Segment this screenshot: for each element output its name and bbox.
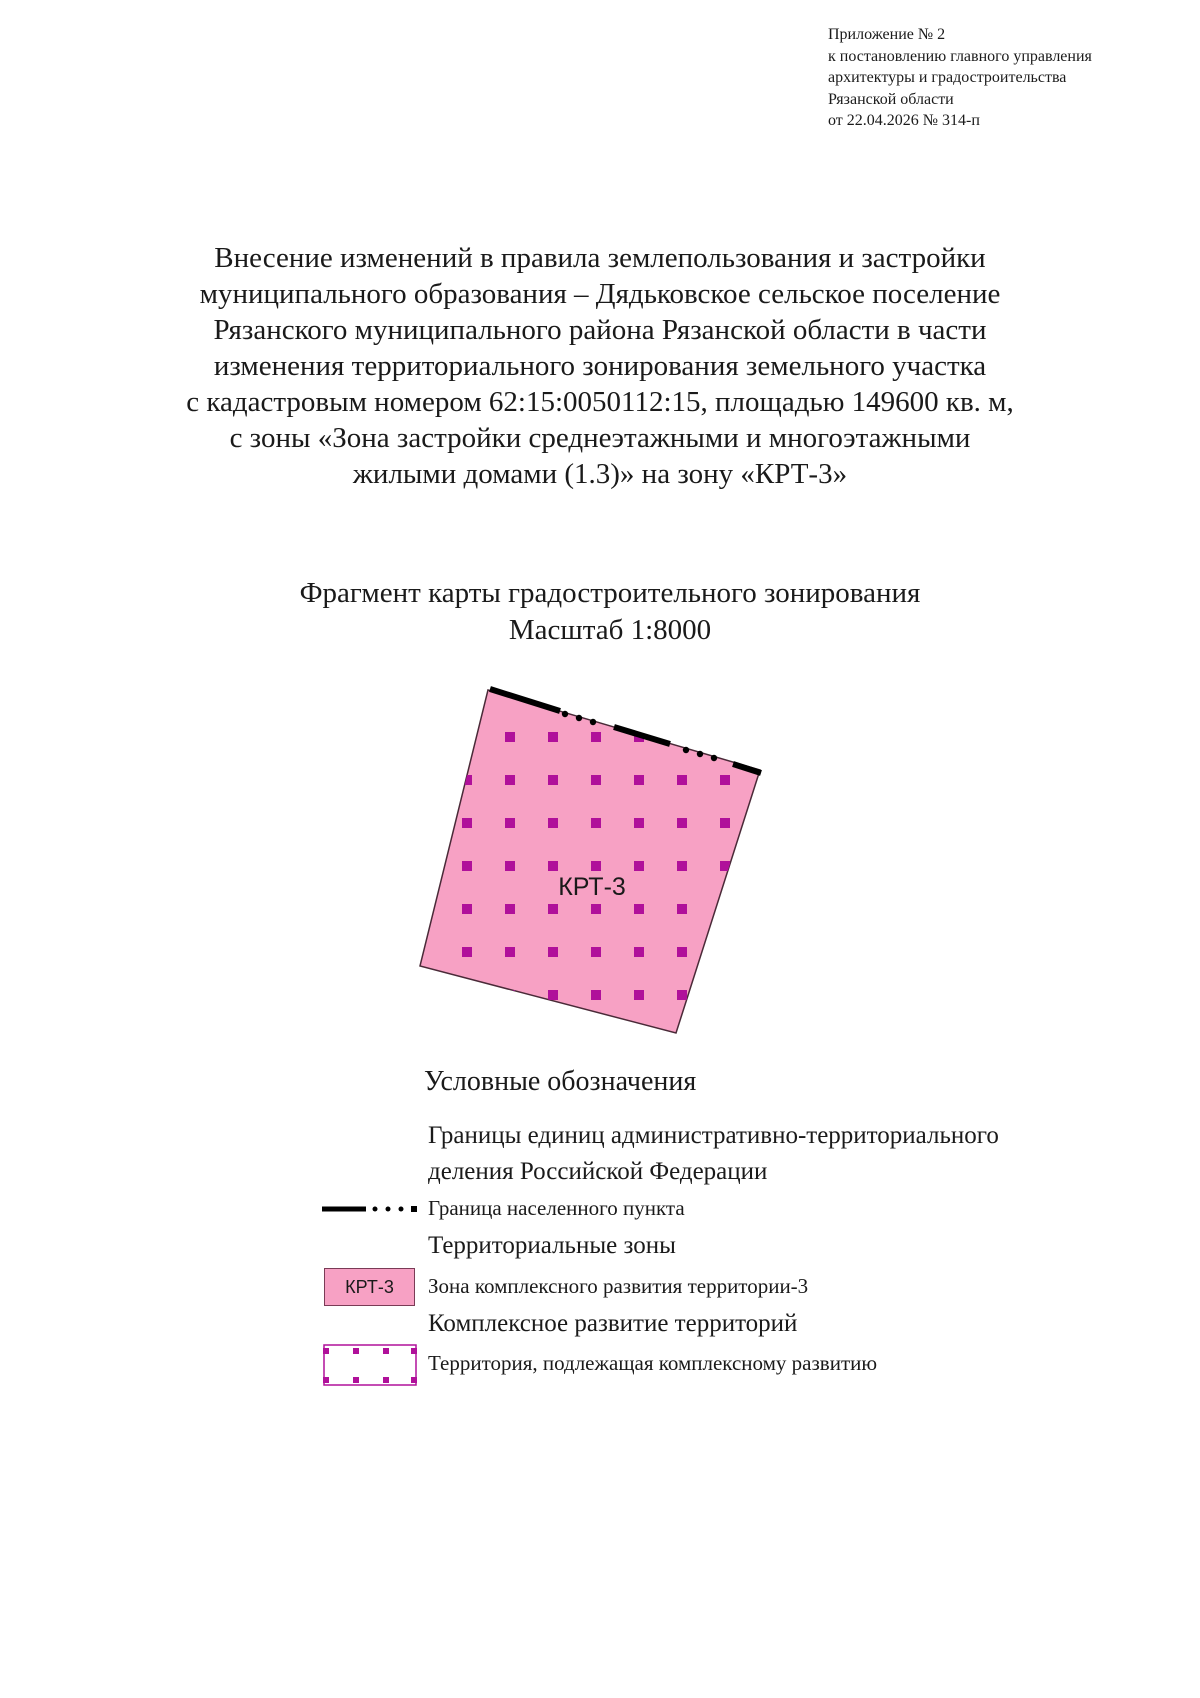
krt-pattern-dot xyxy=(634,904,644,914)
legend-heading: Условные обозначения xyxy=(424,1066,697,1097)
krt-pattern-dot xyxy=(591,775,601,785)
krt-pattern-dot xyxy=(634,775,644,785)
settlement-boundary-dot xyxy=(697,751,703,757)
settlement-boundary-dot xyxy=(711,755,717,761)
annex-line: архитектуры и градостроительства xyxy=(828,69,1067,86)
legend-group-admin-line: деления Российской Федерации xyxy=(428,1158,768,1185)
legend-group-krt: Комплексное развитие территорий xyxy=(428,1310,798,1337)
krt-pattern-dot xyxy=(505,990,515,1000)
krt-pattern-dot xyxy=(677,947,687,957)
title-line: с кадастровым номером 62:15:0050112:15, площадью 149600 кв. м, xyxy=(186,386,1014,418)
map-scale: Масштаб 1:8000 xyxy=(508,614,712,646)
krt-pattern-dot xyxy=(548,990,558,1000)
krt-pattern-dot xyxy=(505,861,515,871)
krt-pattern-dot xyxy=(462,818,472,828)
settlement-boundary-dot xyxy=(683,747,689,753)
krt-pattern-dot xyxy=(634,947,644,957)
annex-line: Рязанской области xyxy=(828,90,954,108)
legend-item-zone-krt3: Зона комплексного развития территории-3 xyxy=(428,1274,809,1298)
annex-line: от 22.04.2026 № 314-п xyxy=(828,112,980,129)
settlement-boundary-dot xyxy=(576,715,582,721)
krt-pattern-dot xyxy=(720,990,730,1000)
krt-pattern-dot xyxy=(462,775,472,785)
krt-pattern-dot xyxy=(720,904,730,914)
krt-pattern-dot xyxy=(462,732,472,742)
title-line: Внесение изменений в правила землепользования и застройки xyxy=(214,242,986,274)
krt-pattern-dot xyxy=(462,904,472,914)
krt-pattern-dot xyxy=(677,818,687,828)
krt-pattern-dot xyxy=(591,904,601,914)
settlement-boundary-dot xyxy=(590,719,596,725)
krt-pattern-dot xyxy=(505,732,515,742)
annex-line: Приложение № 2 xyxy=(828,26,946,43)
legend-group-admin-line: Границы единиц административно-территориального xyxy=(428,1122,999,1149)
krt-pattern-dot xyxy=(505,947,515,957)
legend-group-admin xyxy=(428,1118,999,1190)
settlement-boundary-swatch xyxy=(322,1204,418,1214)
annex-line: к постановлению главного управления xyxy=(828,47,1092,65)
krt-pattern-dot xyxy=(591,818,601,828)
krt-pattern-dot xyxy=(591,861,601,871)
krt-pattern-dot xyxy=(548,861,558,871)
krt-pattern-dot xyxy=(720,775,730,785)
krt-pattern-dot xyxy=(634,861,644,871)
krt-pattern-dot xyxy=(677,990,687,1000)
title-line: Рязанского муниципального района Рязанской области в части xyxy=(213,314,987,346)
krt-pattern-dot xyxy=(634,990,644,1000)
krt-pattern-dot xyxy=(505,818,515,828)
krt-pattern-dot xyxy=(677,732,687,742)
legend-item-settlement-boundary: Граница населенного пункта xyxy=(428,1196,685,1220)
krt-pattern-dot xyxy=(677,775,687,785)
map-fragment-title: Фрагмент карты градостроительного зонирования xyxy=(299,577,921,609)
krt-territory-swatch xyxy=(323,1344,417,1386)
legend-group-zones: Территориальные зоны xyxy=(428,1232,676,1259)
krt-pattern-dot xyxy=(591,990,601,1000)
krt-pattern-dot xyxy=(462,990,472,1000)
title-line: изменения территориального зонирования земельного участка xyxy=(213,350,987,382)
krt-pattern-dot xyxy=(634,818,644,828)
krt-pattern-dot xyxy=(462,861,472,871)
krt-pattern-dot xyxy=(720,732,730,742)
krt-pattern-dot xyxy=(548,775,558,785)
krt-pattern-dot xyxy=(505,904,515,914)
settlement-boundary-dot xyxy=(562,711,568,717)
krt-pattern-dot xyxy=(677,861,687,871)
title-line: муниципального образования – Дядьковское сельское поселение xyxy=(199,278,1001,310)
krt-pattern-dot xyxy=(548,732,558,742)
krt-pattern-dot xyxy=(591,732,601,742)
krt-pattern-dot xyxy=(720,947,730,957)
krt-pattern-dot xyxy=(677,904,687,914)
krt-pattern-dot xyxy=(548,818,558,828)
krt-pattern-dot xyxy=(591,947,601,957)
krt-pattern-dot xyxy=(720,818,730,828)
zone-krt3-swatch: КРТ-3 xyxy=(324,1268,415,1306)
title-line: с зоны «Зона застройки среднеэтажными и многоэтажными xyxy=(229,422,971,454)
krt-pattern-dot xyxy=(548,904,558,914)
krt-pattern-dot xyxy=(505,775,515,785)
legend-item-krt-territory: Территория, подлежащая комплексному развитию xyxy=(428,1351,878,1375)
zone-label: КРТ-3 xyxy=(558,873,626,901)
krt-pattern-dot xyxy=(548,947,558,957)
krt-pattern-dot xyxy=(462,947,472,957)
title-line: жилыми домами (1.3)» на зону «КРТ-3» xyxy=(352,458,848,490)
